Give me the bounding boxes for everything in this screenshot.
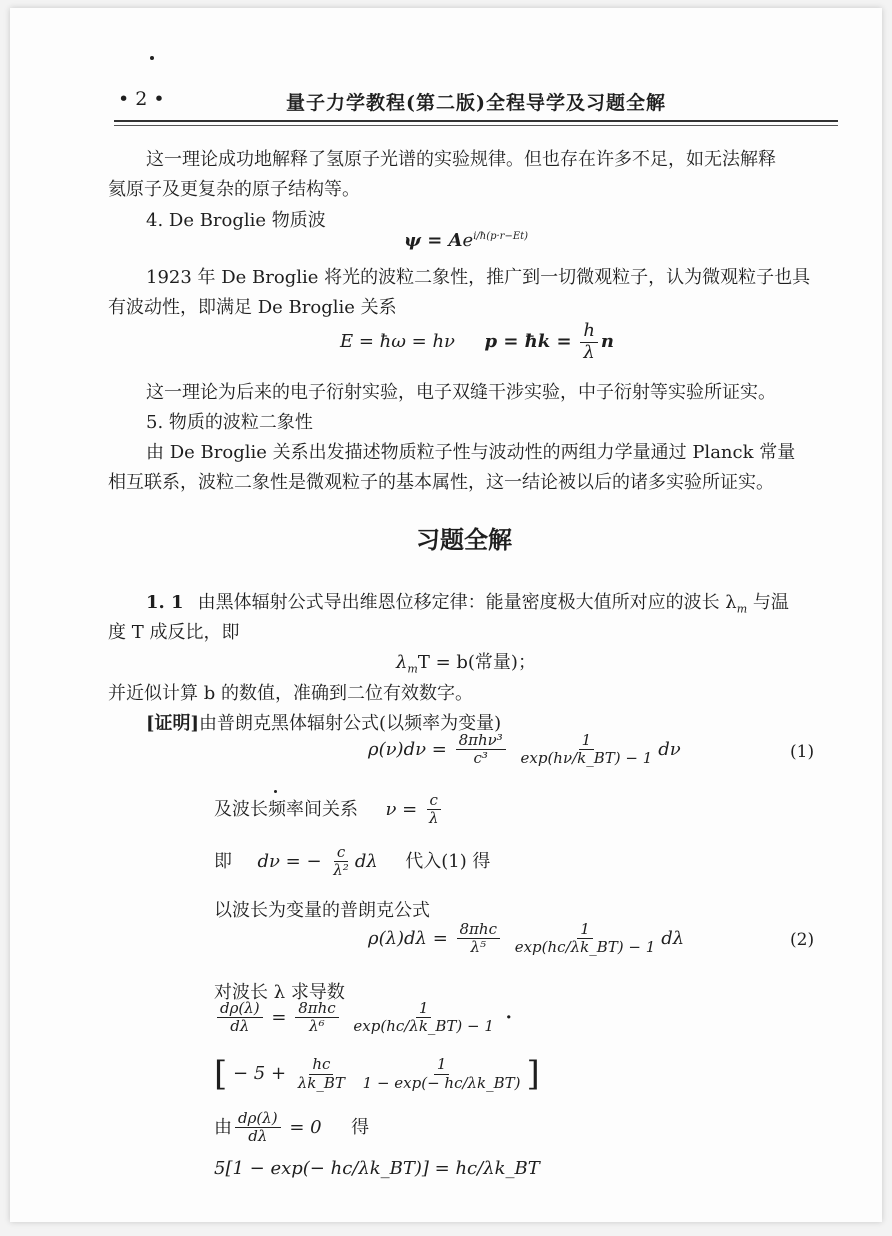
final-equation: 5[1 − exp(− hc/λk_BT)] = hc/λk_BT bbox=[214, 1158, 540, 1179]
paragraph-line: 有波动性，即满足 De Broglie 关系 bbox=[108, 297, 397, 318]
relation-line: 及波长频率间关系 ν = $\frac{c}{\lambda}$ bbox=[214, 792, 444, 828]
paragraph-line: 由 De Broglie 关系出发描述物质粒子性与波动性的两组力学量通过 Planck 常量 bbox=[146, 442, 796, 463]
equation-1: ρ(ν)dν = $\frac{\text{8πhν³}}{\text{c³}}$ $\frac{1}{\exp(h\nu/k\_BT) - 1}$ dν bbox=[368, 731, 681, 768]
header-rule-thin bbox=[114, 125, 838, 126]
header-rule bbox=[114, 120, 838, 122]
paragraph-line: 1923 年 De Broglie 将光的波粒二象性，推广到一切微观粒子，认为微观粒子也具 bbox=[146, 267, 811, 288]
paragraph-line: 相互联系，波粒二象性是微观粒子的基本属性，这一结论被以后的诸多实验所证实。 bbox=[108, 472, 774, 493]
derivative-bracket: [ − 5 + $\frac{hc}{\lambda k\_BT}$ $\frac{1}{1 - \exp(- hc/\lambda k\_BT)}$ ] bbox=[214, 1054, 540, 1094]
paragraph-line: 氦原子及更复杂的原子结构等。 bbox=[108, 179, 360, 200]
derivative-equation: $\frac{d\rho(\lambda)}{d\lambda}$ = $\frac{\text{8πhc}}{\text{λ⁶}}$ $\frac{1}{\exp(hc/\lambda k\_BT) - 1}$ · bbox=[214, 1000, 512, 1036]
equation-wien: $\lambda_mT = b$(常量)； bbox=[396, 652, 536, 676]
equation-2: ρ(λ)dλ = $\frac{\text{8πhc}}{\text{λ⁵}}$ $\frac{1}{\exp(hc/\lambda k\_BT) - 1}$ dλ bbox=[368, 920, 685, 957]
paragraph-line: 这一理论为后来的电子衍射实验，电子双缝干涉实验，中子衍射等实验所证实。 bbox=[146, 382, 776, 403]
problem-statement-line: 度 T 成反比，即 bbox=[108, 622, 240, 643]
page-number: • 2 • bbox=[118, 88, 165, 110]
equation-de-broglie: E = ħω = hν p = ħk = $\frac{h}{\lambda}$ n bbox=[340, 320, 614, 363]
stationary-condition: 由 $\frac{d\rho(\lambda)}{d\lambda}$ = 0 得 bbox=[214, 1109, 370, 1146]
section-heading: 习题全解 bbox=[416, 526, 512, 554]
proof-intro: [证明]由普朗克黑体辐射公式(以频率为变量) bbox=[146, 713, 502, 734]
section-title: 5. 物质的波粒二象性 bbox=[146, 412, 313, 433]
scan-speck bbox=[150, 56, 154, 60]
problem-statement-line: 并近似计算 b 的数值，准确到二位有效数字。 bbox=[108, 683, 473, 704]
equation-psi: $\psi = Ae^{i/ħ(p\cdot r-Et)}$ bbox=[404, 230, 529, 251]
problem-statement-line: 1. 1 由黑体辐射公式导出维恩位移定律：能量密度极大值所对应的波长 $\lambda_m$ 与温 bbox=[146, 592, 789, 616]
equation-number: (2) bbox=[790, 930, 815, 950]
proof-text: 以波长为变量的普朗克公式 bbox=[214, 900, 430, 921]
section-title: 4. De Broglie 物质波 bbox=[146, 210, 326, 231]
equation-number: (1) bbox=[790, 742, 815, 762]
proof-text: 对波长 λ 求导数 bbox=[214, 982, 345, 1003]
differential-line: 即 dν = − $\frac{c}{\text{λ²}}$ dλ 代入(1) 得 bbox=[214, 843, 491, 880]
paragraph-line: 这一理论成功地解释了氢原子光谱的实验规律。但也存在许多不足，如无法解释 bbox=[146, 149, 776, 170]
running-title: 量子力学教程(第二版)全程导学及习题全解 bbox=[286, 92, 666, 114]
document-page bbox=[10, 8, 882, 1222]
